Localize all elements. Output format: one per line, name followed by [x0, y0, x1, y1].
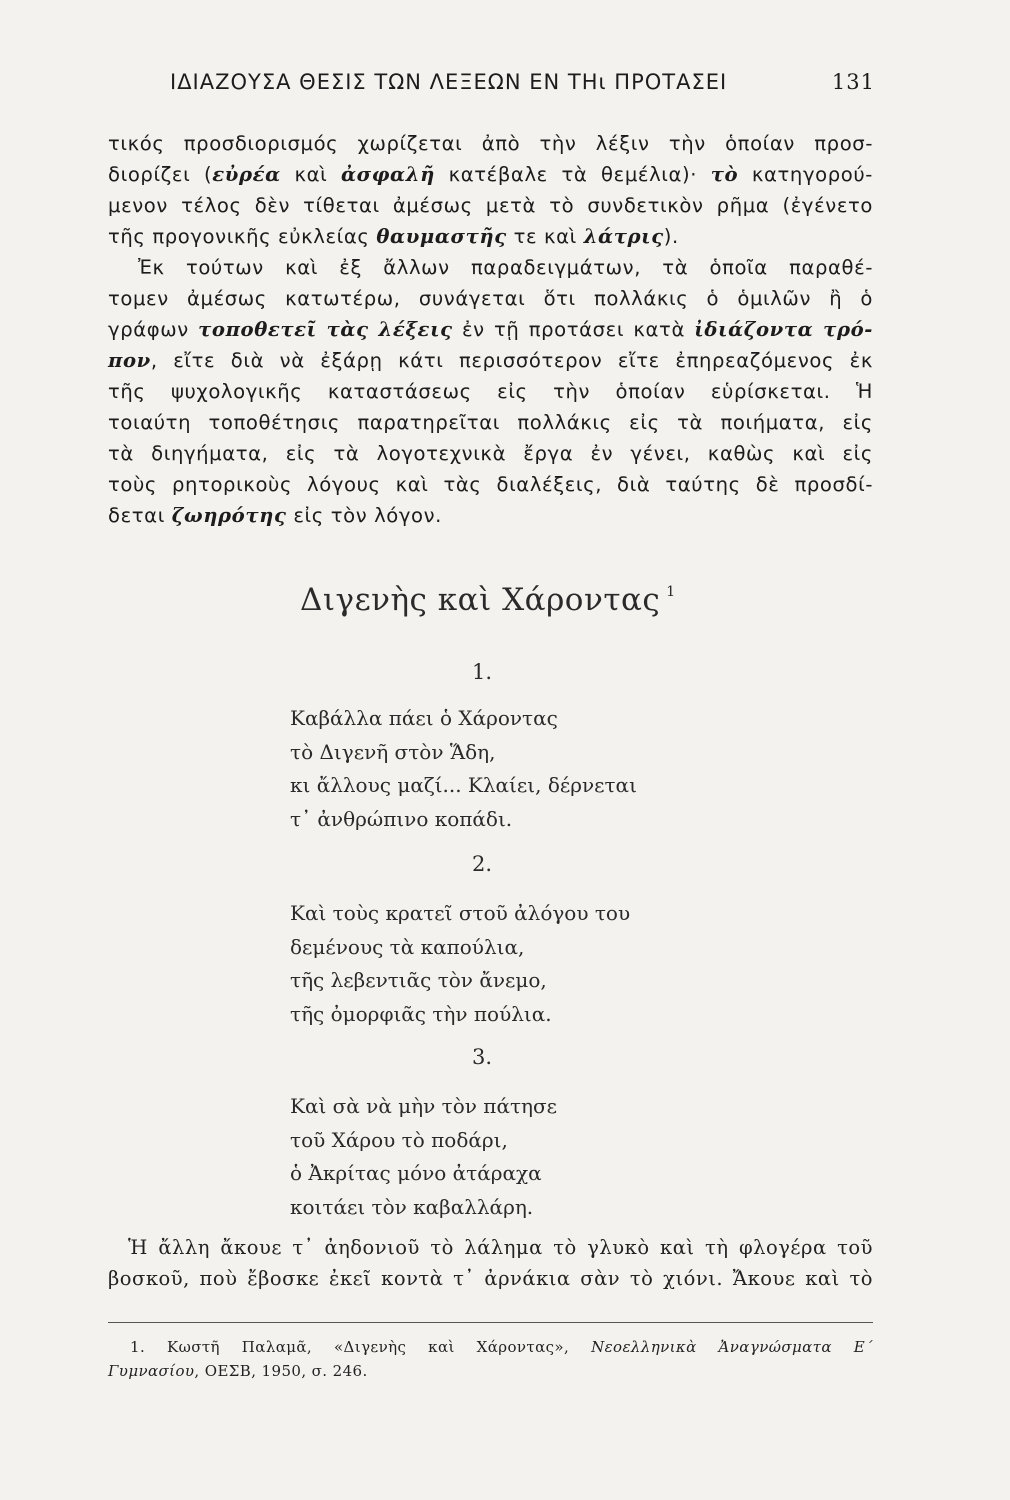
- text-run: κατηγορού-: [738, 163, 873, 186]
- text-line: [108, 221, 873, 252]
- text-line: [108, 500, 873, 531]
- text-line: βοσκοῦ, ποὺ ἔβοσκε ἐκεῖ κοντὰ τ᾿ ἀρνάκια σὰν τὸ χιόνι. Ἄκουε καὶ τὸ: [108, 1267, 873, 1290]
- verse-line: Καὶ σὰ νὰ μὴν τὸν πάτησε: [290, 1094, 558, 1118]
- page-number: 131: [831, 70, 875, 94]
- stanza: [290, 702, 690, 836]
- stanza-number: 3.: [471, 1045, 493, 1069]
- text-line: τοιαύτη τοποθέτησις παρατηρεῖται πολλάκις εἰς τὰ ποιήματα, εἰς: [108, 411, 873, 434]
- text-line: [108, 345, 873, 376]
- verse-line: ὁ Ἀκρίτας μόνο ἀτάραχα: [290, 1161, 542, 1185]
- footnote: [108, 1335, 873, 1383]
- stanza-number: 2.: [471, 852, 493, 876]
- verse-line: τῆς λεβεντιᾶς τὸν ἄνεμο,: [290, 968, 547, 992]
- running-head-title: ΙΔΙΑΖΟΥΣΑ ΘΕΣΙΣ ΤΩΝ ΛΕΞΕΩΝ ΕΝ ΤΗι ΠΡΟΤΑΣΕΙ: [170, 70, 728, 94]
- stanza-number: 1.: [471, 660, 493, 684]
- running-head: [130, 66, 875, 102]
- emphasis: τὸ: [710, 163, 739, 186]
- text-run: εἰς τὸν λόγον.: [286, 504, 443, 527]
- footnote-line: [108, 1335, 873, 1359]
- emphasis: θαυμαστῆς: [376, 225, 507, 248]
- verse-line: τῆς ὀμορφιᾶς τὴν πούλια.: [290, 1001, 552, 1026]
- emphasis: πον: [108, 349, 151, 372]
- text-run: τῆς προγονικῆς εὐκλείας: [108, 225, 377, 248]
- footnote-text: 1. Κωστῆ Παλαμᾶ, «Διγενὴς καὶ Χάροντας»,: [130, 1338, 592, 1356]
- text-run: ).: [663, 225, 679, 248]
- emphasis: ζωηρότης: [171, 504, 287, 527]
- stanza: [290, 1090, 690, 1224]
- text-run: κατέβαλε τὰ θεμέλια)·: [434, 163, 711, 186]
- text-line: τὰ διηγήματα, εἰς τὰ λογοτεχνικὰ ἔργα ἐν γένει, καθὼς καὶ εἰς: [108, 442, 873, 465]
- emphasis: εὐρέα: [212, 163, 281, 186]
- stanza: [290, 897, 690, 1031]
- text-run: δεται: [108, 504, 172, 527]
- text-line: Ἐκ τούτων καὶ ἐξ ἄλλων παραδειγμάτων, τὰ ὁποῖα παραθέ-: [138, 256, 873, 279]
- body-text: [108, 128, 873, 531]
- footnote-source: Γυμνασίου: [108, 1362, 195, 1380]
- text-line: τομεν ἀμέσως κατωτέρω, συνάγεται ὅτι πολλάκις ὁ ὁμιλῶν ἢ ὁ: [108, 287, 873, 310]
- verse-line: τοῦ Χάρου τὸ ποδάρι,: [290, 1127, 508, 1152]
- text-line: τικός προσδιορισμός χωρίζεται ἀπὸ τὴν λέξιν τὴν ὁποίαν προσ-: [108, 132, 873, 155]
- verse-line: τὸ Διγενῆ στὸν Ἅδη,: [290, 739, 496, 764]
- verse-line: Καὶ τοὺς κρατεῖ στοῦ ἀλόγου του: [290, 901, 631, 925]
- footnote-source: Νεοελληνικὰ Ἀναγνώσματα Ε΄: [591, 1338, 874, 1356]
- footnote-rule: [108, 1322, 873, 1323]
- text-line: [108, 314, 873, 345]
- emphasis: λάτρις: [583, 225, 664, 248]
- text-line: τῆς ψυχολογικῆς καταστάσεως εἰς τὴν ὁποίαν εὑρίσκεται. Ἡ: [108, 380, 873, 403]
- text-line: [108, 159, 873, 190]
- text-run: γράφων: [108, 318, 199, 341]
- text-run: , εἴτε διὰ νὰ ἐξάρῃ κάτι περισσότερον εἴτε ἐπηρεαζόμενος ἐκ: [150, 349, 873, 372]
- verse-line: κοιτάει τὸν καβαλλάρη.: [290, 1194, 534, 1219]
- text-line: μενον τέλος δὲν τίθεται ἀμέσως μετὰ τὸ συνδετικὸν ρῆμα (ἐγένετο: [108, 194, 873, 217]
- footnote-line: [108, 1359, 873, 1383]
- text-run: καὶ: [280, 163, 341, 186]
- emphasis: ἀσφαλῆ: [341, 163, 435, 186]
- poem-title: [300, 582, 720, 618]
- text-run: διορίζει (: [108, 163, 213, 186]
- footnote-marker: 1: [666, 584, 676, 600]
- text-line: τοὺς ρητορικοὺς λόγους καὶ τὰς διαλέξεις, διὰ ταύτης δὲ προσδί-: [108, 473, 873, 496]
- emphasis: ἰδιάζοντα τρό-: [694, 318, 873, 341]
- verse-line: Καβάλλα πάει ὁ Χάροντας: [290, 706, 558, 730]
- after-poem-text: [108, 1232, 873, 1294]
- verse-line: τ᾿ ἀνθρώπινο κοπάδι.: [290, 806, 513, 831]
- emphasis: τοποθετεῖ τὰς λέξεις: [198, 318, 453, 341]
- poem-title-text: Διγενὴς καὶ Χάροντας: [300, 582, 661, 618]
- verse-line: δεμένους τὰ καπούλια,: [290, 934, 525, 959]
- text-line: Ἡ ἄλλη ἄκουε τ᾿ ἀηδονιοῦ τὸ λάλημα τὸ γλυκὸ καὶ τὴ φλογέρα τοῦ: [128, 1236, 873, 1259]
- text-run: τε καὶ: [506, 225, 584, 248]
- text-run: ἐν τῇ προτάσει κατὰ: [452, 318, 695, 341]
- footnote-text: , ΟΕΣΒ, 1950, σ. 246.: [194, 1362, 368, 1380]
- verse-line: κι ἄλλους μαζί... Κλαίει, δέρνεται: [290, 773, 637, 797]
